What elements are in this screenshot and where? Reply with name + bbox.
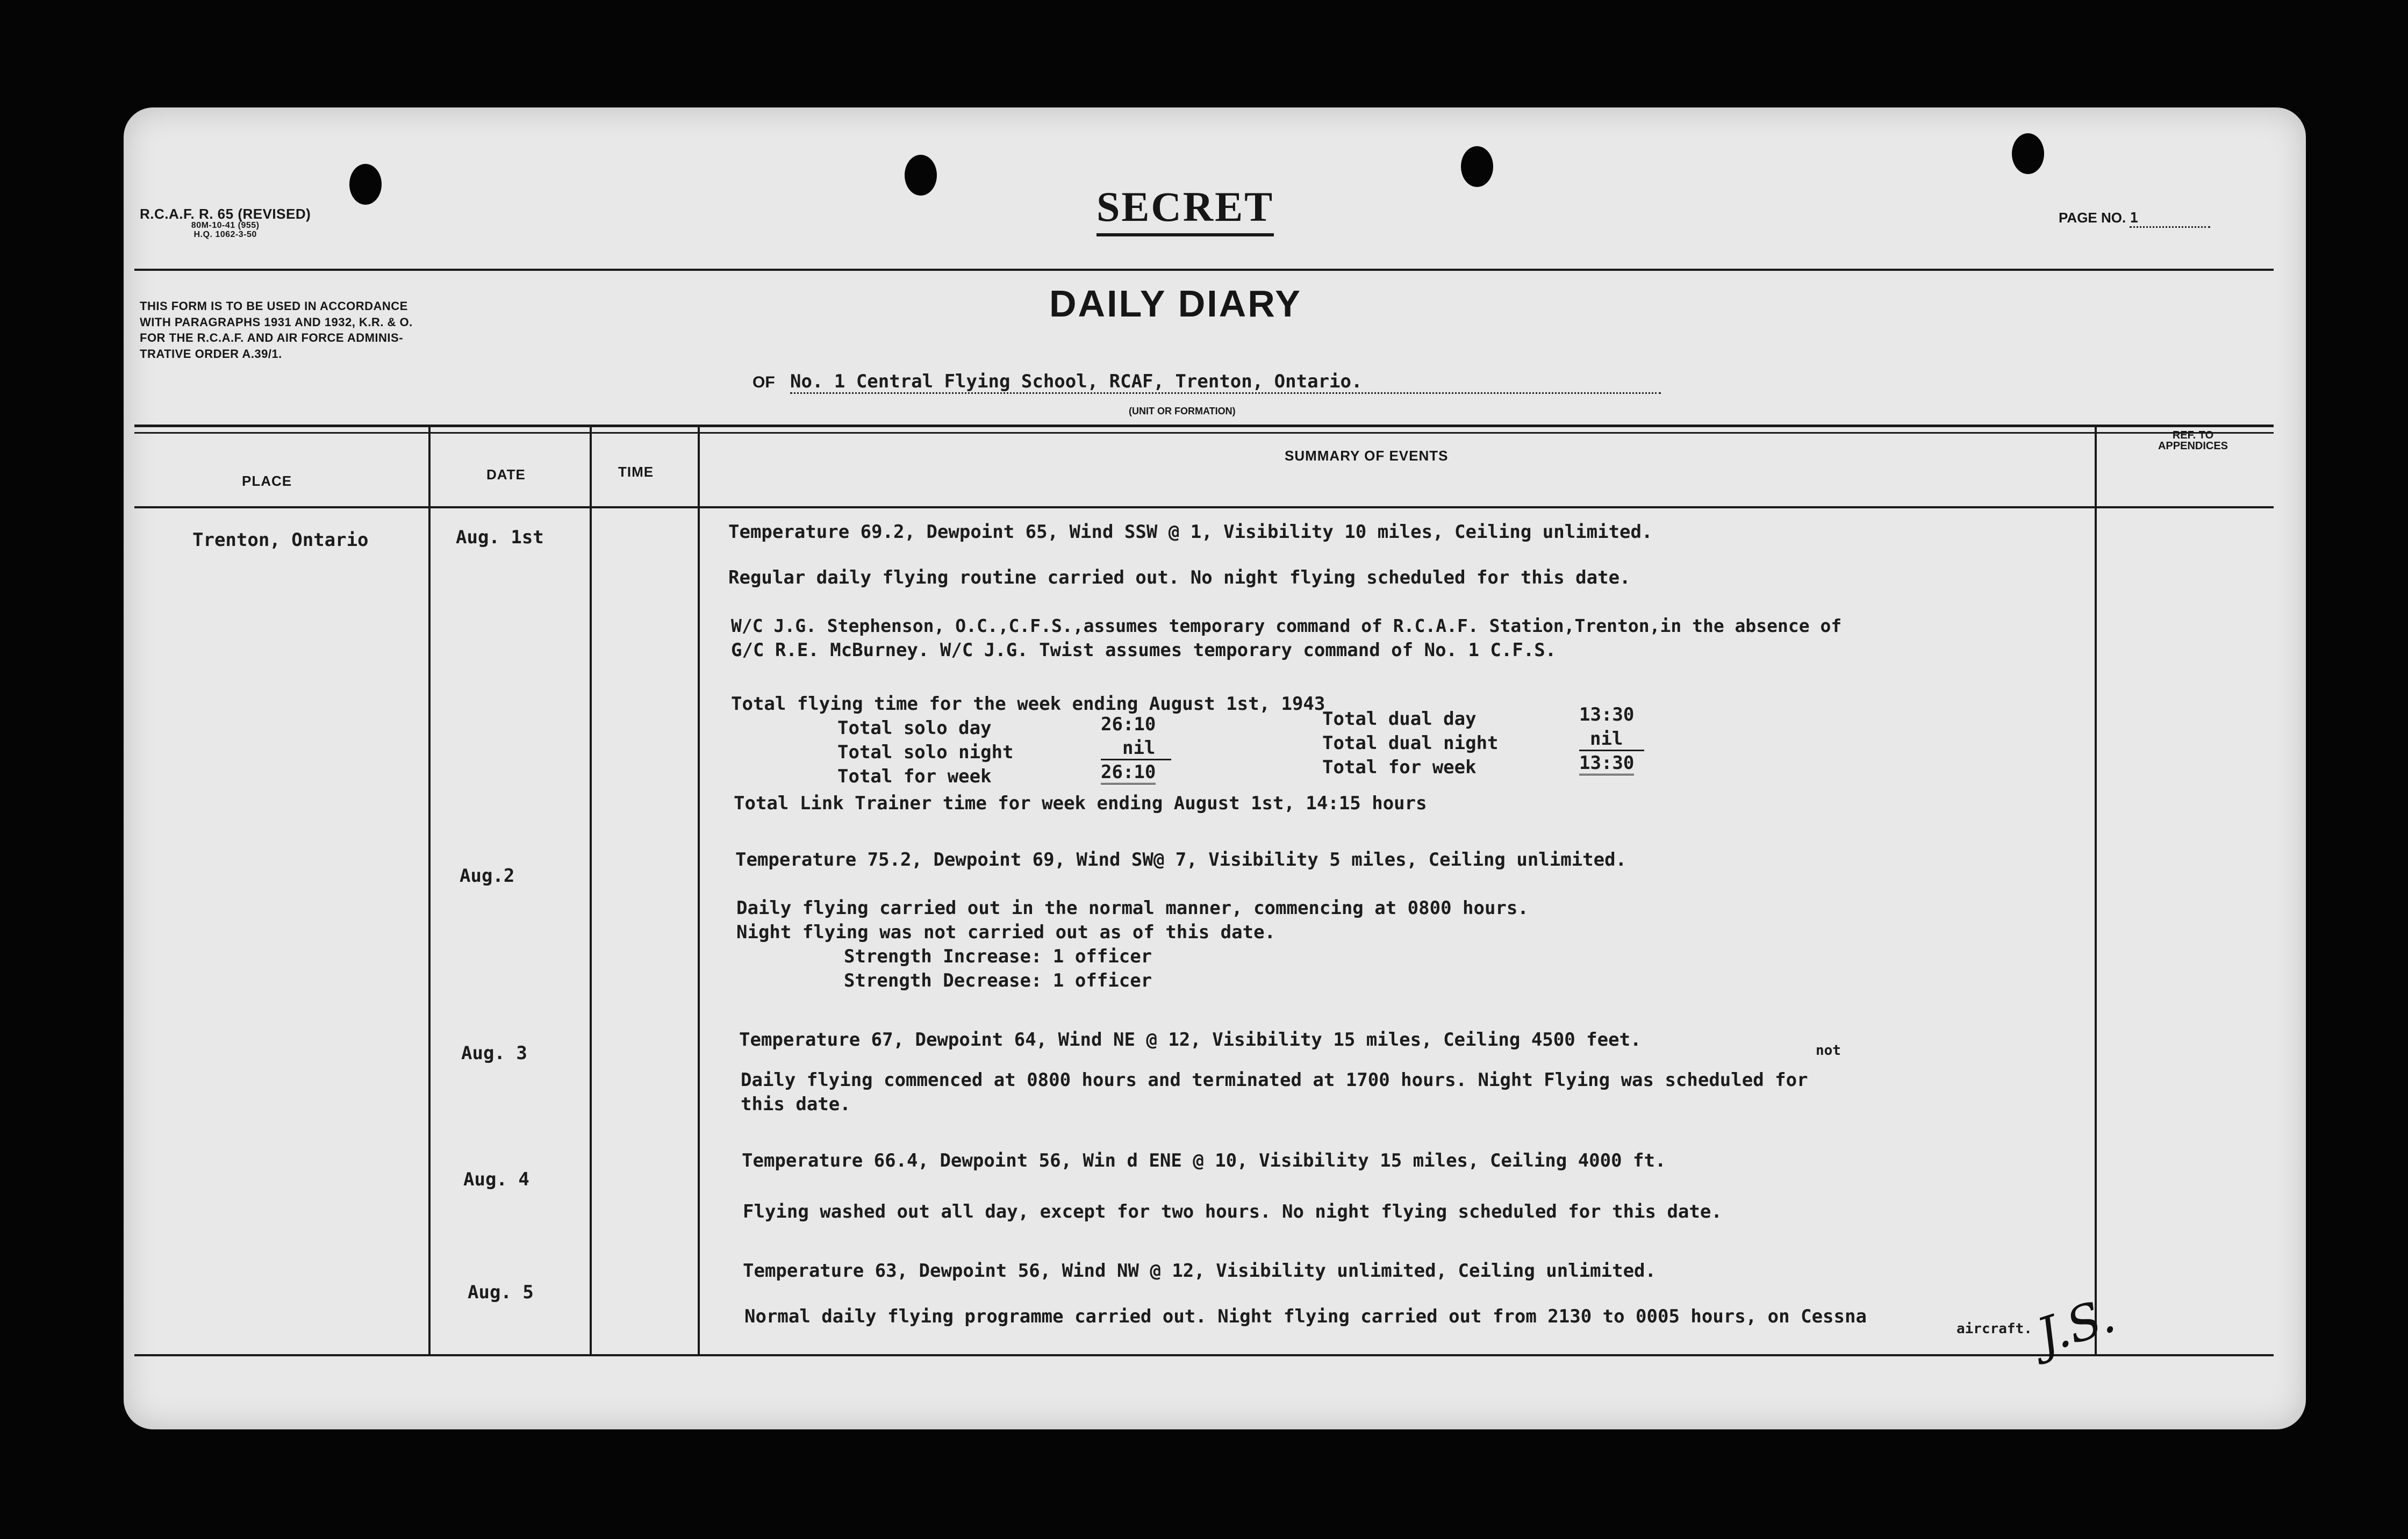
- column-divider: [428, 425, 431, 1356]
- document-title: DAILY DIARY: [1049, 283, 1302, 325]
- dual-week-value: 13:30: [1579, 752, 1634, 775]
- ref-header-line: REF. TO: [2172, 429, 2214, 441]
- aug5-flying-continued: aircraft.: [1956, 1321, 2032, 1337]
- punch-hole: [905, 155, 937, 196]
- instruction-line: THIS FORM IS TO BE USED IN ACCORDANCE: [140, 299, 408, 313]
- unit-line: [752, 371, 1661, 394]
- dual-week-label: Total for week: [1322, 757, 1477, 778]
- unit-caption: (UNIT OR FORMATION): [1129, 406, 1236, 416]
- column-header-place: PLACE: [242, 473, 292, 489]
- instruction-line: FOR THE R.C.A.F. AND AIR FORCE ADMINIS-: [140, 331, 404, 345]
- aug4-flying: Flying washed out all day, except for two hours. No night flying scheduled for this date.: [743, 1201, 1722, 1222]
- table-bottom-rule: [134, 1354, 2274, 1356]
- form-number-block: [140, 207, 311, 240]
- aug5-weather: Temperature 63, Dewpoint 56, Wind NW @ 12, Visibility unlimited, Ceiling unlimited.: [743, 1260, 1656, 1282]
- column-header-summary: SUMMARY OF EVENTS: [1285, 448, 1449, 464]
- column-divider: [590, 425, 592, 1356]
- aug5-flying: Normal daily flying programme carried out. Night flying carried out from 2130 to 0005 hours, on Cessna: [744, 1306, 1867, 1327]
- date-aug-5: Aug. 5: [468, 1282, 534, 1303]
- punch-hole: [1461, 146, 1493, 187]
- date-aug-2: Aug.2: [460, 865, 515, 887]
- page-number: 1: [2130, 210, 2210, 228]
- strength-decrease: Strength Decrease: 1 officer: [844, 970, 1152, 991]
- table-top-rule-2: [134, 432, 2274, 434]
- table-top-rule: [134, 425, 2274, 427]
- ref-header-line: APPENDICES: [2158, 440, 2228, 452]
- dual-night-label: Total dual night: [1322, 732, 1499, 754]
- link-trainer-total: Total Link Trainer time for week ending August 1st, 14:15 hours: [734, 793, 1427, 814]
- security-classification: SECRET: [1096, 183, 1274, 236]
- header-bottom-rule: [134, 506, 2274, 508]
- aug2-weather: Temperature 75.2, Dewpoint 69, Wind SW@ 7, Visibility 5 miles, Ceiling unlimited.: [735, 849, 1627, 871]
- aug3-flying-line-1: Daily flying commenced at 0800 hours and terminated at 1700 hours. Night Flying was scheduled for: [741, 1069, 1808, 1091]
- solo-week-value: 26:10: [1101, 761, 1156, 785]
- form-number: R.C.A.F. R. 65 (REVISED): [140, 206, 311, 222]
- aug3-weather: Temperature 67, Dewpoint 64, Wind NE @ 12, Visibility 15 miles, Ceiling 4500 feet.: [739, 1029, 1642, 1051]
- form-instructions: [140, 298, 413, 362]
- aug1-routine: Regular daily flying routine carried out. No night flying scheduled for this date.: [728, 567, 1631, 588]
- punch-hole: [2012, 133, 2044, 174]
- column-header-ref: [2134, 430, 2252, 451]
- dual-night-value: nil: [1579, 728, 1644, 751]
- instruction-line: WITH PARAGRAPHS 1931 AND 1932, K.R. & O.: [140, 315, 413, 329]
- aug1-weather: Temperature 69.2, Dewpoint 65, Wind SSW @ 1, Visibility 10 miles, Ceiling unlimited.: [728, 521, 1653, 543]
- header-divider: [134, 269, 2274, 271]
- page-label: PAGE NO.: [2059, 210, 2126, 226]
- punch-hole: [349, 164, 382, 205]
- column-divider: [2095, 425, 2097, 1356]
- column-divider: [698, 425, 700, 1356]
- strength-increase: Strength Increase: 1 officer: [844, 946, 1152, 967]
- aug3-flying-line-2: this date.: [741, 1094, 851, 1115]
- solo-night-value: nil: [1101, 737, 1171, 760]
- form-hq-code: H.Q. 1062-3-50: [194, 230, 257, 240]
- column-header-time: TIME: [618, 464, 654, 480]
- aug3-insertion: not: [1816, 1042, 1841, 1059]
- unit-name: No. 1 Central Flying School, RCAF, Trenton, Ontario.: [790, 371, 1661, 394]
- page-number-field: [2059, 210, 2210, 228]
- solo-day-label: Total solo day: [837, 717, 992, 739]
- column-header-date: DATE: [486, 466, 526, 483]
- diary-page: [124, 107, 2306, 1429]
- flying-total-heading: Total flying time for the week ending August 1st, 1943: [731, 693, 1325, 715]
- date-aug-1: Aug. 1st: [456, 527, 544, 548]
- instruction-line: TRATIVE ORDER A.39/1.: [140, 347, 282, 361]
- aug1-command-line-2: G/C R.E. McBurney. W/C J.G. Twist assumes temporary command of No. 1 C.F.S.: [731, 639, 1557, 661]
- signature: J.S.: [2030, 1287, 2122, 1365]
- form-print-code: 80M-10-41 (955): [191, 221, 260, 231]
- of-label: OF: [752, 373, 775, 391]
- aug4-weather: Temperature 66.4, Dewpoint 56, Win d ENE @ 10, Visibility 15 miles, Ceiling 4000 ft.: [742, 1150, 1666, 1171]
- date-aug-4: Aug. 4: [463, 1169, 529, 1190]
- dual-day-value: 13:30: [1579, 704, 1635, 725]
- solo-week-label: Total for week: [837, 766, 992, 787]
- dual-day-label: Total dual day: [1322, 708, 1477, 730]
- solo-night-label: Total solo night: [837, 742, 1014, 763]
- aug2-flying-line-1: Daily flying carried out in the normal manner, commencing at 0800 hours.: [736, 897, 1529, 919]
- place-entry: Trenton, Ontario: [192, 529, 369, 551]
- aug2-flying-line-2: Night flying was not carried out as of this date.: [736, 922, 1276, 943]
- date-aug-3: Aug. 3: [461, 1042, 527, 1064]
- solo-day-value: 26:10: [1101, 714, 1156, 735]
- aug1-command-line-1: W/C J.G. Stephenson, O.C.,C.F.S.,assumes temporary command of R.C.A.F. Station,Trenton,in the absence of: [731, 615, 1842, 636]
